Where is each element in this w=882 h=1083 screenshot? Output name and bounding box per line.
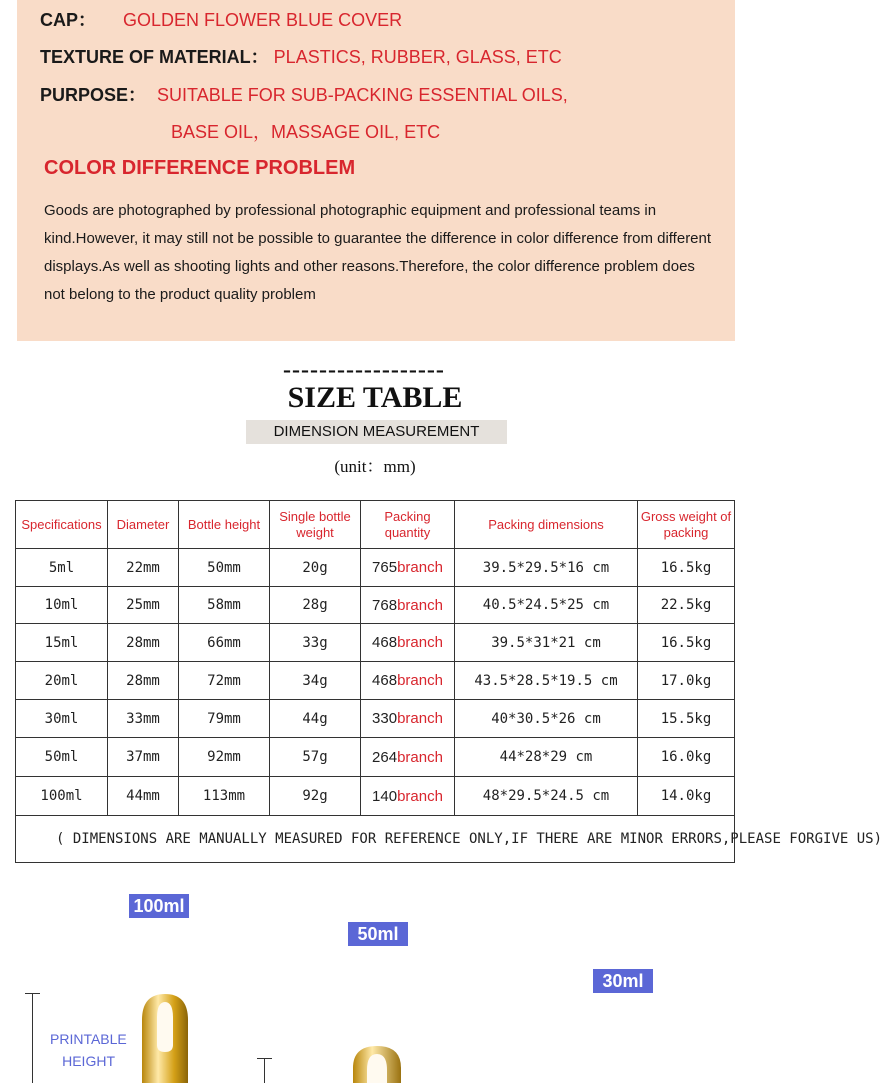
qty-unit: branch — [397, 634, 443, 651]
qty-number: 140 — [372, 787, 398, 805]
cell-dims: 40*30.5*26 cm — [455, 700, 638, 738]
qty-number: 264 — [372, 748, 398, 766]
cell-gross: 16.0kg — [638, 738, 735, 777]
height-guide-line — [32, 993, 33, 1083]
unit-label: (unit：mm) — [334, 457, 416, 476]
printable-line-2: HEIGHT — [62, 1053, 115, 1069]
color-difference-text: Goods are photographed by professional photographic equipment and professional teams in kind.However, it may still not be possible to guarantee the difference in color difference from different displays.As well as shooting lights and other reasons.Therefore, the color difference problem does not belong to the product quality problem — [44, 202, 712, 303]
title-dashes: ------------------ — [283, 357, 445, 383]
cell-dims: 43.5*28.5*19.5 cm — [455, 662, 638, 700]
measurement-note: ( DIMENSIONS ARE MANUALLY MEASURED FOR REFERENCE ONLY,IF THERE ARE MINOR ERRORS,PLEASE FORGIVE US) — [56, 831, 882, 847]
cell-height: 72mm — [179, 662, 270, 700]
cell-diameter: 28mm — [108, 624, 179, 662]
purpose-value-line1: SUITABLE FOR SUB-PACKING ESSENTIAL OILS, — [157, 85, 568, 105]
cell-weight: 92g — [270, 777, 361, 816]
qty-number: 765 — [372, 559, 398, 576]
cap-value: GOLDEN FLOWER BLUE COVER — [123, 10, 403, 30]
qty-unit: branch — [397, 748, 443, 766]
cell-weight: 33g — [270, 624, 361, 662]
cell-weight: 28g — [270, 587, 361, 624]
qty-unit: branch — [397, 672, 443, 689]
cell-height: 50mm — [179, 549, 270, 587]
cell-qty — [361, 662, 455, 700]
table-row — [16, 700, 735, 738]
header-packing-dimensions: Packing dimensions — [455, 501, 638, 549]
table-row — [16, 777, 735, 816]
cell-qty — [361, 738, 455, 777]
cell-weight: 20g — [270, 549, 361, 587]
header-packing-quantity: Packing quantity — [361, 501, 455, 549]
cell-diameter: 22mm — [108, 549, 179, 587]
cell-diameter: 28mm — [108, 662, 179, 700]
cap-label: CAP： — [40, 10, 97, 30]
purpose-label: PURPOSE： — [40, 85, 147, 105]
qty-number: 468 — [372, 634, 398, 651]
cell-gross: 16.5kg — [638, 624, 735, 662]
cell-qty — [361, 587, 455, 624]
cell-height: 66mm — [179, 624, 270, 662]
table-row — [16, 662, 735, 700]
cell-qty — [361, 624, 455, 662]
header-specifications: Specifications — [16, 501, 108, 549]
cell-height: 92mm — [179, 738, 270, 777]
cell-weight: 44g — [270, 700, 361, 738]
dropper-bulb — [157, 1002, 173, 1052]
cell-spec: 15ml — [16, 624, 108, 662]
cell-dims: 48*29.5*24.5 cm — [455, 777, 638, 816]
table-row — [16, 549, 735, 587]
cell-spec: 50ml — [16, 738, 108, 777]
bottle-100ml-image — [130, 990, 200, 1083]
height-guide-tick — [25, 993, 40, 994]
texture-label: TEXTURE OF MATERIAL： — [40, 47, 269, 67]
cell-weight: 34g — [270, 662, 361, 700]
color-difference-title: COLOR DIFFERENCE PROBLEM — [44, 157, 356, 179]
size-table — [15, 500, 882, 863]
cell-qty — [361, 777, 455, 816]
cell-spec: 5ml — [16, 549, 108, 587]
bottle-50ml-image — [345, 1040, 410, 1083]
cell-gross: 17.0kg — [638, 662, 735, 700]
label-100ml: 100ml — [129, 894, 189, 918]
cell-qty — [361, 700, 455, 738]
purpose-value-line2: BASE OIL，MASSAGE OIL, ETC — [171, 122, 441, 142]
cell-diameter: 37mm — [108, 738, 179, 777]
qty-unit: branch — [397, 596, 443, 614]
cell-height: 79mm — [179, 700, 270, 738]
printable-line-1: PRINTABLE — [50, 1031, 127, 1047]
header-bottle-height: Bottle height — [179, 501, 270, 549]
cell-dims: 40.5*24.5*25 cm — [455, 587, 638, 624]
dropper-bulb — [367, 1054, 387, 1083]
table-row — [16, 624, 735, 662]
qty-number: 330 — [372, 710, 398, 727]
table-row — [16, 738, 735, 777]
table-note-cell — [16, 816, 882, 863]
cell-gross: 16.5kg — [638, 549, 735, 587]
size-table-title: SIZE TABLE — [287, 381, 463, 414]
cell-weight: 57g — [270, 738, 361, 777]
qty-unit: branch — [397, 559, 443, 576]
cell-height: 113mm — [179, 777, 270, 816]
cell-diameter: 33mm — [108, 700, 179, 738]
label-50ml: 50ml — [348, 922, 408, 946]
qty-number: 468 — [372, 672, 398, 689]
cell-gross: 22.5kg — [638, 587, 735, 624]
cell-diameter: 44mm — [108, 777, 179, 816]
header-single-weight: Single bottle weight — [270, 501, 361, 549]
height-guide-line-2 — [264, 1058, 265, 1083]
table-row — [16, 587, 735, 624]
texture-line — [40, 43, 562, 69]
table-header-row — [16, 501, 735, 549]
cell-spec: 30ml — [16, 700, 108, 738]
header-diameter: Diameter — [108, 501, 179, 549]
qty-unit: branch — [397, 787, 443, 805]
cell-dims: 39.5*31*21 cm — [455, 624, 638, 662]
header-gross-weight: Gross weight of packing — [638, 501, 735, 549]
purpose-line — [40, 81, 568, 107]
cap-line — [40, 6, 402, 32]
cell-spec: 100ml — [16, 777, 108, 816]
cell-gross: 15.5kg — [638, 700, 735, 738]
height-guide-tick-2 — [257, 1058, 272, 1059]
cell-qty — [361, 549, 455, 587]
printable-height-label — [50, 1028, 127, 1072]
texture-value: PLASTICS, RUBBER, GLASS, ETC — [273, 47, 562, 67]
purpose-line-2 — [171, 118, 440, 144]
cell-dims: 44*28*29 cm — [455, 738, 638, 777]
cell-gross: 14.0kg — [638, 777, 735, 816]
cell-spec: 20ml — [16, 662, 108, 700]
qty-number: 768 — [372, 596, 398, 614]
qty-unit: branch — [397, 710, 443, 727]
dimension-badge: DIMENSION MEASUREMENT — [246, 420, 507, 444]
table-note-row — [16, 816, 735, 863]
cell-dims: 39.5*29.5*16 cm — [455, 549, 638, 587]
cell-diameter: 25mm — [108, 587, 179, 624]
cell-spec: 10ml — [16, 587, 108, 624]
cell-height: 58mm — [179, 587, 270, 624]
label-30ml: 30ml — [593, 969, 653, 993]
